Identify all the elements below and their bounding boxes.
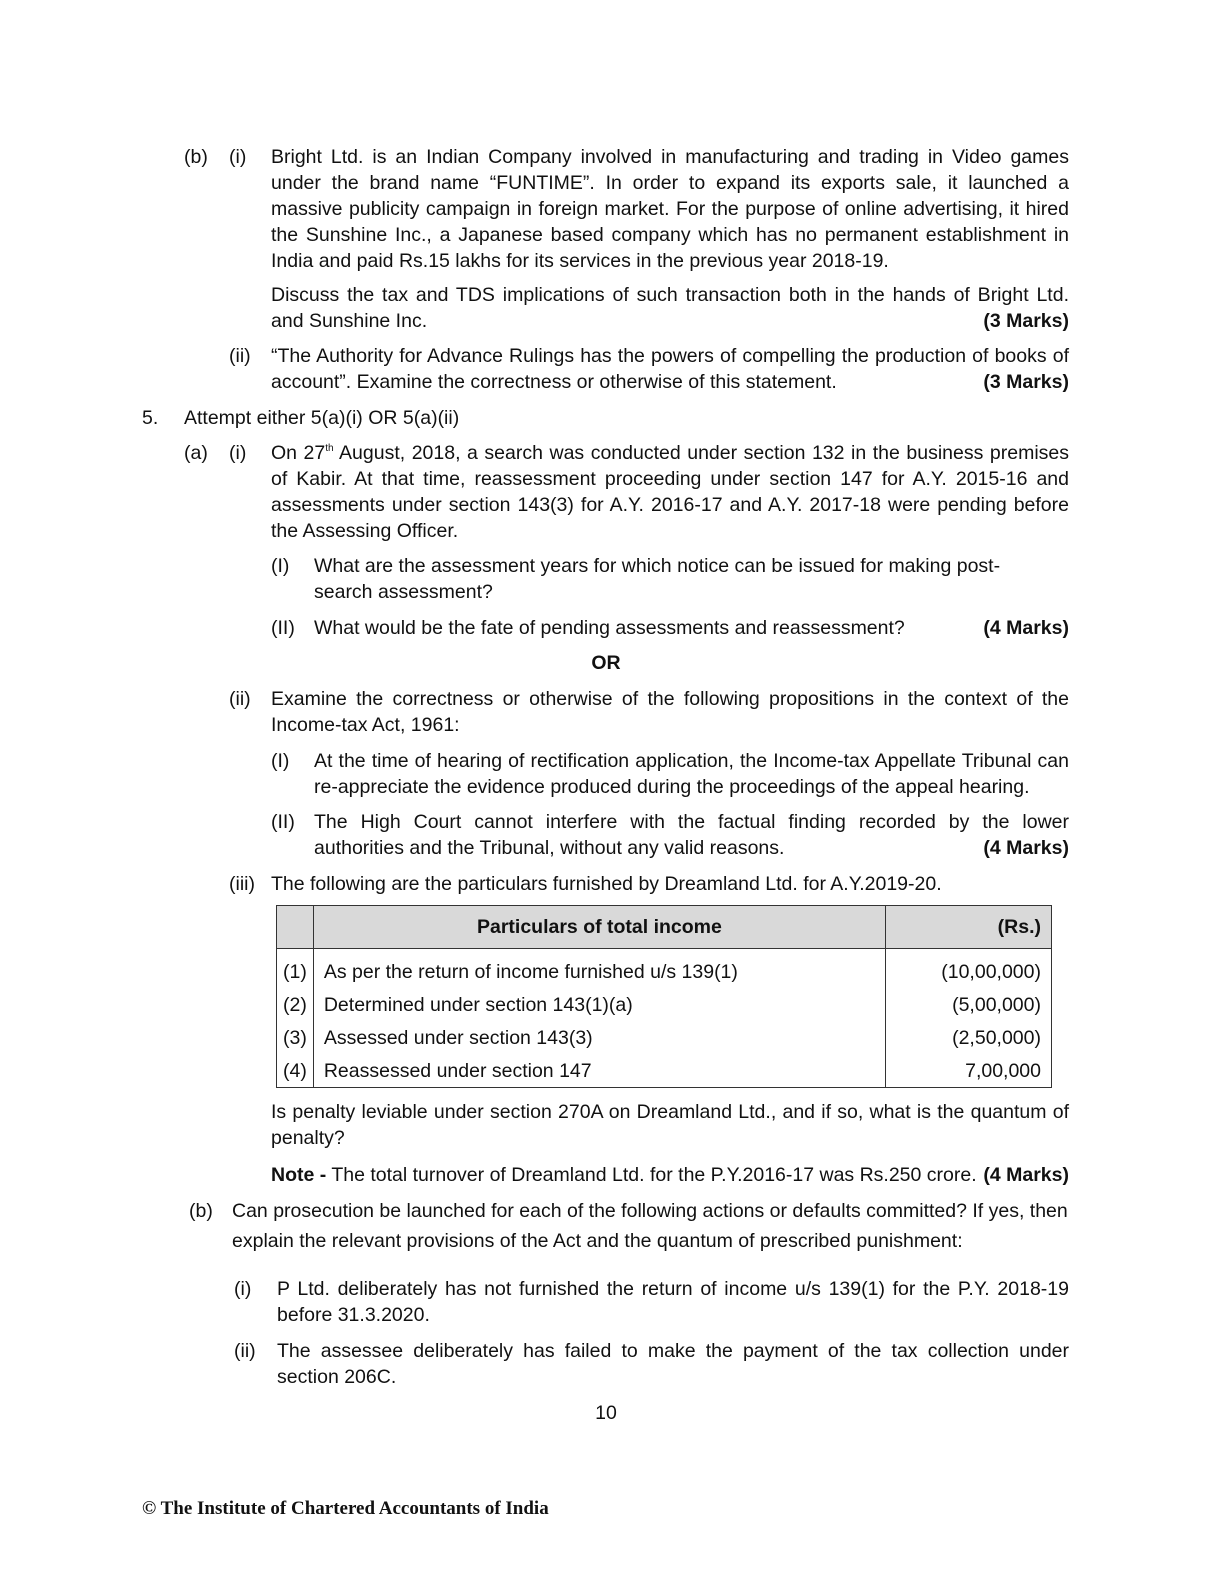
label-5a-i-II: (II) [271,617,295,639]
item-5b-i: P Ltd. deliberately has not furnished the return of income u/s 139(1) for the P.Y. 2018-19 before 31.3.2020. [277,1278,1069,1326]
label-4b-ii: (ii) [229,345,251,367]
label-5a-iii: (iii) [229,873,255,895]
para-4b-i: Bright Ltd. is an Indian Company involved in manufacturing and trading in Video games under the brand name “FUNTIME”. In order to expand its exports sale, it launched a massive publicity campaign in foreign market. For the purpose of online advertising, it hired the Sunshine Inc., a Japanese based company which has no permanent establishment in India and paid Rs.15 lakhs for its services in the previous year 2018-19. [271,146,1069,272]
para-5a-iii: The following are the particulars furnished by Dreamland Ltd. for A.Y.2019-20. [271,873,942,895]
item-5b-ii: The assessee deliberately has failed to make the payment of the tax collection under section 206C. [277,1340,1069,1388]
table-row [277,988,1052,1021]
row-amount: (10,00,000) [886,949,1052,989]
footer-copyright: © The Institute of Chartered Accountants of India [142,1498,549,1519]
table-row [277,949,1052,989]
table-header-particulars: Particulars of total income [313,906,885,949]
para-5b-line-2: explain the relevant provisions of the Act and the quantum of prescribed punishment: [232,1230,963,1252]
row-number: (2) [277,988,314,1021]
para-4b-i-question [271,282,1069,334]
para-4b-ii-text: “The Authority for Advance Rulings has the powers of compelling the production of books of account”. Examine the correctness or otherwise of this statement. [271,345,1069,393]
row-particular: Reassessed under section 147 [313,1054,885,1088]
label-5a: (a) [184,442,208,464]
table-row [277,1021,1052,1054]
sub-5a-ii-II [314,809,1069,861]
question-number-5: 5. [142,407,159,429]
income-particulars-table [276,905,1052,1088]
sub-5a-i-I: What are the assessment years for which notice can be issued for making post-search assessment? [314,555,1001,603]
row-particular: As per the return of income furnished u/s 139(1) [313,949,885,989]
marks-5a-ii: (4 Marks) [983,837,1069,859]
para-4b-ii [271,343,1069,395]
note-label: Note - [271,1164,327,1186]
label-5b-i: (i) [234,1278,252,1300]
row-number: (4) [277,1054,314,1088]
note-line [271,1162,1069,1188]
label-5a-i: (i) [229,442,247,464]
table-row [277,1054,1052,1088]
row-particular: Determined under section 143(1)(a) [313,988,885,1021]
para-5a-i-sup: th [325,443,334,454]
label-4b: (b) [184,146,208,168]
or-divider: OR [591,652,621,674]
label-4b-i: (i) [229,146,247,168]
table-header-row [277,906,1052,949]
q5-intro: Attempt either 5(a)(i) OR 5(a)(ii) [184,407,460,429]
sub-5a-ii-I: At the time of hearing of rectification application, the Income-tax Appellate Tribunal can re-appreciate the evidence produced during the proceedings of the appeal hearing. [314,750,1069,798]
note-text: The total turnover of Dreamland Ltd. for the P.Y.2016-17 was Rs.250 crore. [326,1164,977,1186]
penalty-question: Is penalty leviable under section 270A on Dreamland Ltd., and if so, what is the quantum of penalty? [271,1101,1069,1149]
row-amount: (5,00,000) [886,988,1052,1021]
para-5a-i [271,440,1069,544]
table-header-rs: (Rs.) [886,906,1052,949]
para-5a-ii: Examine the correctness or otherwise of the following propositions in the context of the Income-tax Act, 1961: [271,688,1069,736]
sub-5a-i-II [314,615,1069,641]
label-5b-ii: (ii) [234,1340,256,1362]
row-amount: (2,50,000) [886,1021,1052,1054]
para-5b-line-1: Can prosecution be launched for each of the following actions or defaults committed? If yes, then [232,1200,1068,1222]
row-number: (1) [277,949,314,989]
label-5a-ii: (ii) [229,688,251,710]
table-header-blank [277,906,314,949]
label-5a-i-I: (I) [271,555,290,577]
row-amount: 7,00,000 [886,1054,1052,1088]
marks-5a-i: (4 Marks) [983,617,1069,639]
label-5a-ii-I: (I) [271,750,290,772]
para-4b-i-question-text: Discuss the tax and TDS implications of such transaction both in the hands of Bright Ltd. and Sunshine Inc. [271,284,1069,332]
para-5a-i-pre: On 27 [271,442,326,464]
row-particular: Assessed under section 143(3) [313,1021,885,1054]
label-5a-ii-II: (II) [271,811,295,833]
sub-5a-i-II-text: What would be the fate of pending assessments and reassessment? [314,617,905,639]
marks-4b-ii: (3 Marks) [983,371,1069,393]
marks-4b-i: (3 Marks) [983,310,1069,332]
label-5b: (b) [189,1200,213,1222]
para-5a-i-post: August, 2018, a search was conducted under section 132 in the business premises of Kabir. At that time, reassessment proceeding under section 147 for A.Y. 2015-16 and assessments under section 143(3) for A.Y. 2016-17 and A.Y. 2017-18 were pending before the Assessing Officer. [271,442,1069,542]
row-number: (3) [277,1021,314,1054]
page-number: 10 [595,1402,617,1424]
marks-5a-iii: (4 Marks) [983,1164,1069,1186]
sub-5a-ii-II-text: The High Court cannot interfere with the factual finding recorded by the lower authorities and the Tribunal, without any valid reasons. [314,811,1069,859]
